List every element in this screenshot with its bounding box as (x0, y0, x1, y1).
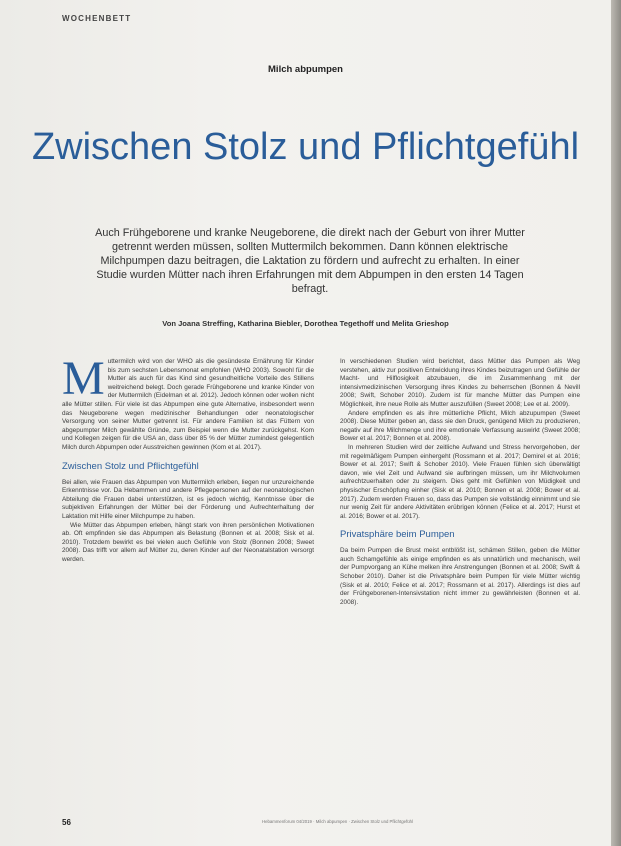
intro-paragraph (62, 352, 314, 453)
paragraph: In mehreren Studien wird der zeitliche Aufwand und Stress hervorgehoben, der mit regelmäßigem Pumpen einhergeht (Rossmann et al. 2017; Demirel et al. 2016; Bower et al. 2017; Swift & Schober 2010). Viele Frauen fühlen sich überwältigt davon, wie viel Zeit und Aufwand sie aufbringen müssen, um ihr Milchvolumen aufrechtzuerhalten oder zu steigern. Dies geht mit Gefühlen von Müdigkeit und physischer Erschöpfung einher (Sisk et al. 2010; Bonnen et al. 2008; Bower et al. 2017). Zudem werden Frauen so, dass das Pumpen sie vollständig einnimmt und sie nur wenig Zeit für andere Aktivitäten erübrigen können (Felice et al. 2017; Hurst et al. 2016; Bower et al. 2017). (340, 443, 580, 520)
article-authors: Von Joana Streffing, Katharina Biebler, Dorothea Tegethoff und Melita Grieshop (162, 319, 449, 328)
left-column (62, 352, 314, 564)
article-kicker: Milch abpumpen (268, 64, 343, 75)
drop-cap: M (62, 352, 105, 405)
paragraph: Andere empfinden es als ihre mütterliche Pflicht, Milch abzupumpen (Sweet 2008). Diese Mütter geben an, dass sie den Druck, genügend Milch zu produzieren, negativ auf ihre Milchmenge und ihre emotionale Verfassung auswirkt (Sweet 2008; Bower et al. 2017; Bonnen et al. 2008). (340, 409, 580, 443)
section-label: WOCHENBETT (62, 14, 132, 23)
footer-meta: Hebammenforum 04/2019 · Milch abpumpen · Zwischen Stolz und Pflichtgefühl (262, 819, 413, 824)
subheading-privatsphaere: Privatsphäre beim Pumpen (340, 529, 455, 541)
subheading-stolz: Zwischen Stolz und Pflichtgefühl (62, 460, 199, 472)
page-edge-shadow (611, 0, 621, 846)
paragraph: Wie Mütter das Abpumpen erleben, hängt stark von ihren persönlichen Motivationen ab. Oft empfinden sie das Abpumpen als Belastung (Bonnen et al. 2008; Sisk et al. 2010). Trotzdem bewirkt es bei vielen auch Gefühle von Stolz (Bonnen 2008; Sweet 2008). Das trifft vor allem auf Mütter zu, deren Kinder auf der Neonatalstation versorgt werden. (62, 521, 314, 563)
article-lead: Auch Frühgeborene und kranke Neugeborene, die direkt nach der Geburt von ihrer Mutter getrennt werden müssen, sollten Muttermilch bekommen. Dann können elektrische Milchpumpen dazu beitragen, die Laktation zu fördern und aufrecht zu erhalten. In einer Studie wurden Mütter nach ihren Erfahrungen mit dem Abpumpen in den ersten 14 Tagen befragt. (95, 227, 525, 295)
article-title: Zwischen Stolz und Pflichtgefühl (31, 126, 580, 169)
paragraph: Da beim Pumpen die Brust meist entblößt ist, schämen Stillen, geben die Mütter auch Schamgefühle als einige empfinden es als unnatürlich und mechanisch, weil der Pumpvorgang an Kühe melken ihre Anstrengungen (Bonnen et al. 2008; Swift & Schober 2010). Daher ist die Privatsphäre beim Pumpen für viele Mütter wichtig (Sisk et al. 2010; Felice et al. 2017; Rossmann et al. 2017). Allerdings ist dies auf der Frühgeborenen-Intensivstation nicht immer zu gewährleisten (Bonnen et al. 2008). (340, 547, 580, 606)
paragraph: Bei allen, wie Frauen das Abpumpen von Muttermilch erleben, liegen nur unzureichende Erkenntnisse vor. Da Hebammen und andere Pflegepersonen auf der neonatologischen Abteilung die Frauen dabei unterstützen, ist es jedoch wichtig, Kenntnisse über die subjektiven Erfahrungen der Mütter bei der Förderung und Aufrechterhaltung der Laktation mit Hilfe einer Milchpumpe zu haben. (62, 478, 314, 520)
paragraph: In verschiedenen Studien wird berichtet, dass Mütter das Pumpen als Weg verstehen, aktiv zur positiven Entwicklung ihres Kindes beizutragen und Gefühle der Macht- und Hilflosigkeit abzubauen, die im Zusammenhang mit der intensivmedizinischen Versorgung ihres Kindes zu beherrschen (Bonnen & Nevill 2008; Swift, Schober 2010). Zudem ist für manche Mütter das Pumpen eine Möglichkeit, ihre neue Rolle als Mutter auszufüllen (Sweet 2008; Lee et al. 2009). (340, 358, 580, 408)
intro-text: uttermilch wird von der WHO als die gesündeste Ernährung für Kinder bis zum sechsten Lebensmonat empfohlen (WHO 2003). Sowohl für die Mutter als auch für das Kind sind gesundheitliche Vorteile des Stillens weitreichend belegt. Doch gerade Frühgeborene und kranke Kinder von der Muttermilch (Eidelman et al. 2012). Jedoch können oder wollen nicht alle Mütter stillen. Für viele ist das Abpumpen eine gute Alternative, insbesondert wenn das Neugeborene wegen medizinischer Behandlungen oder neonatologischer Versorgung von seiner Mutter getrennt ist. Für andere Familien ist das Füttern von abgepumpter Milch gewählte Gründe, zum Beispiel wenn die Mutter zurückgehst. Kom und Kollegen zeigen für die USA an, dass über 85 % der Mütter zumindest gelegentlich Milch durch Abpumpen oder Ausstreichen gewinnen (Kom et al. 2017). (62, 358, 314, 451)
page-number: 56 (62, 818, 71, 827)
right-column (340, 358, 580, 607)
